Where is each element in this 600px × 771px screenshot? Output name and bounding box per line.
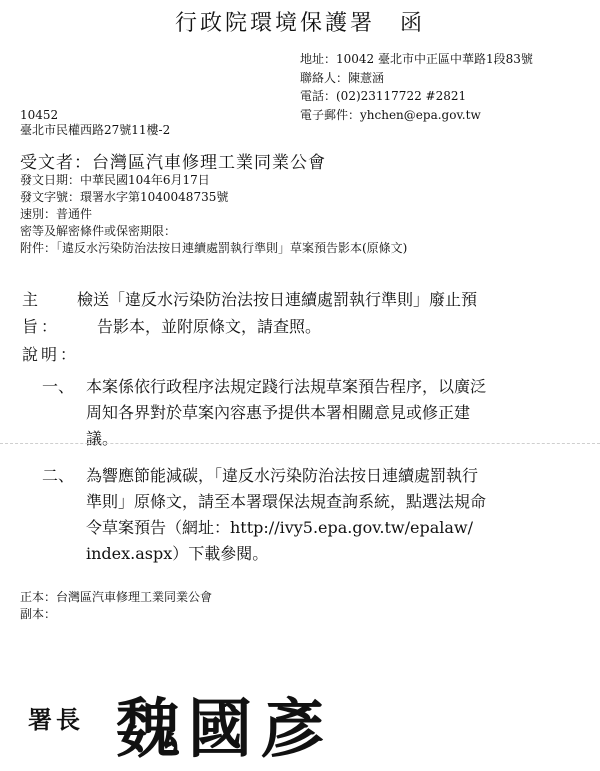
item-line: 準則」原條文，請至本署環保法規查詢系統，點選法規命 [86,492,487,511]
distribution-block [20,589,212,623]
recipient-address [20,108,170,138]
recipient-street: 臺北市民權西路27號11樓-2 [20,123,171,137]
agency-title: 行政院環境保護署 函 [174,11,425,36]
signature-block [28,672,448,767]
subject-text [77,286,597,340]
subject-label: 主旨： [22,290,61,336]
distribution-original: 正本：台灣區汽車修理工業同業公會 [20,590,213,604]
explanation-label: 說明： [22,345,80,364]
contact-person: 聯絡人：陳薏涵 [300,70,385,85]
item-line: 本案係依行政程序法規定踐行法規草案預告程序，以廣泛 [86,377,487,396]
meta-date: 發文日期：中華民國104年6月17日 [20,173,210,187]
scan-artifact-divider [0,443,600,444]
item-line: 周知各界對於草案內容惠予提供本署相關意見或修正建 [86,403,471,422]
item-line: 為響應節能減碳，「違反水污染防治法按日連續處罰執行 [86,466,479,485]
subject-line: 檢送「違反水污染防治法按日連續處罰執行準則」廢止預 [77,290,478,309]
recipient-zip: 10452 [20,108,59,122]
item-number: 二、 [42,466,75,485]
signature-title: 署長 [28,705,84,734]
distribution-copy: 副本： [20,607,57,621]
item-text [86,374,586,452]
document-meta [20,172,407,257]
item-number: 一、 [42,377,75,396]
signature-name: 魏國彥 [116,692,332,767]
meta-doc-number: 發文字號：環署水字第1040048735號 [20,190,229,204]
item-line: 令草案預告（網址：http://ivy5.epa.gov.tw/epalaw/ [86,518,473,537]
meta-secrecy: 密等及解密條件或保密期限： [20,224,177,238]
recipient-line: 受文者：台灣區汽車修理工業同業公會 [20,153,326,173]
contact-address: 地址：10042 臺北市中正區中華路1段83號 [300,52,533,66]
item-line: 議。 [86,429,119,448]
contact-phone: 電話：(02)23117722 #2821 [300,89,467,103]
meta-attachment: 附件：「違反水污染防治法按日連續處罰執行準則」草案預告影本(原條文) [20,241,408,255]
meta-speed: 速別：普通件 [20,207,93,221]
contact-block [300,50,533,124]
item-line: index.aspx）下載參閱。 [86,544,269,563]
subject-line: 告影本，並附原條文，請查照。 [97,317,322,336]
contact-email: 電子郵件：yhchen@epa.gov.tw [300,107,481,122]
item-text [86,463,586,567]
